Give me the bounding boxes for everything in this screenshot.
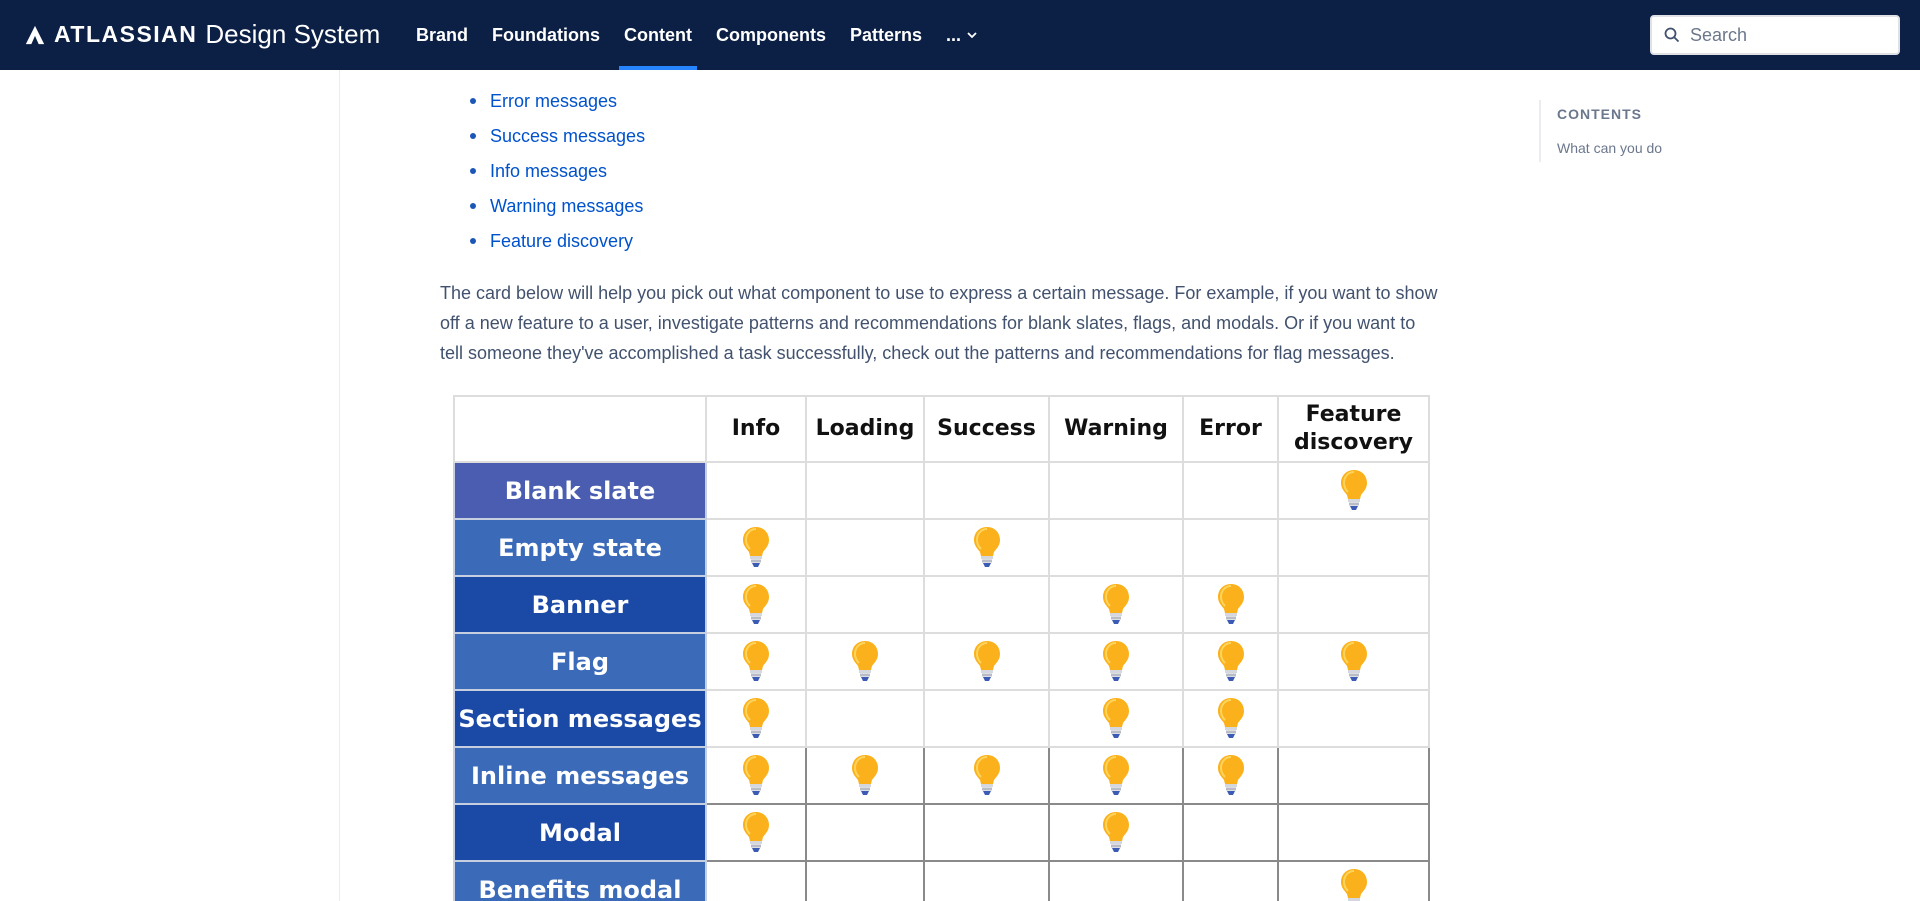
list-item: [440, 158, 645, 193]
matrix-cell: [924, 690, 1049, 747]
matrix-cell: [1049, 804, 1183, 861]
nav-more[interactable]: [934, 0, 990, 70]
matrix-cell: [806, 804, 924, 861]
toc-title: CONTENTS: [1557, 106, 1642, 122]
matrix-cell: [1049, 462, 1183, 519]
column-header: Loading: [806, 396, 924, 462]
matrix-corner: [454, 396, 706, 462]
matrix-cell: [1183, 633, 1278, 690]
link-feature-discovery[interactable]: Feature discovery: [490, 231, 634, 251]
matrix-cell: [706, 861, 806, 901]
matrix-cell: [924, 576, 1049, 633]
matrix-cell: [924, 804, 1049, 861]
matrix-cell: [1049, 861, 1183, 901]
matrix-cell: [1278, 576, 1429, 633]
link-error-messages[interactable]: Error messages: [490, 91, 618, 111]
list-item: [440, 123, 645, 158]
matrix-cell: [1183, 861, 1278, 901]
lightbulb-icon: [1339, 468, 1369, 514]
matrix-cell: [1183, 804, 1278, 861]
matrix-cell: [1278, 690, 1429, 747]
brand-name: ATLASSIAN: [54, 21, 198, 47]
matrix-cell: [1049, 576, 1183, 633]
matrix-cell: [806, 633, 924, 690]
lightbulb-icon: [850, 639, 880, 685]
nav-foundations[interactable]: [480, 0, 612, 70]
nav-content[interactable]: [612, 0, 704, 70]
list-item: [440, 88, 645, 123]
lightbulb-icon: [1216, 639, 1246, 685]
table-row: [454, 633, 1429, 690]
row-header: Modal: [454, 804, 706, 861]
matrix-cell: [1049, 633, 1183, 690]
nav-patterns[interactable]: [838, 0, 934, 70]
message-types-list: [440, 88, 645, 263]
main-nav: [404, 0, 990, 70]
lightbulb-icon: [1216, 753, 1246, 799]
lightbulb-icon: [1101, 582, 1131, 628]
nav-label: Content: [624, 24, 692, 45]
matrix-cell: [924, 633, 1049, 690]
matrix-cell: [806, 690, 924, 747]
lightbulb-icon: [1216, 582, 1246, 628]
lightbulb-icon: [741, 582, 771, 628]
matrix-cell: [806, 576, 924, 633]
matrix-cell: [806, 462, 924, 519]
matrix-cell: [1049, 519, 1183, 576]
table-row: [454, 519, 1429, 576]
matrix-cell: [706, 747, 806, 804]
message-component-matrix: [453, 395, 1430, 901]
lightbulb-icon: [1339, 639, 1369, 685]
matrix-cell: [706, 633, 806, 690]
matrix-cell: [1183, 690, 1278, 747]
matrix-cell: [706, 690, 806, 747]
matrix-cell: [1049, 747, 1183, 804]
nav-brand[interactable]: [404, 0, 480, 70]
lightbulb-icon: [1101, 753, 1131, 799]
search-box[interactable]: [1650, 15, 1900, 55]
nav-label: Brand: [416, 24, 469, 45]
table-of-contents: [1539, 100, 1662, 162]
matrix-cell: [924, 861, 1049, 901]
matrix-cell: [1183, 519, 1278, 576]
row-header: Banner: [454, 576, 706, 633]
table-row: [454, 462, 1429, 519]
nav-components[interactable]: [704, 0, 838, 70]
matrix-cell: [1278, 519, 1429, 576]
lightbulb-icon: [741, 639, 771, 685]
lightbulb-icon: [972, 525, 1002, 571]
matrix-cell: [924, 462, 1049, 519]
matrix-body: [454, 462, 1429, 901]
table-row: [454, 861, 1429, 901]
matrix-cell: [706, 576, 806, 633]
link-success-messages[interactable]: Success messages: [490, 126, 646, 146]
link-info-messages[interactable]: Info messages: [490, 161, 608, 181]
lightbulb-icon: [972, 753, 1002, 799]
matrix-cell: [1278, 804, 1429, 861]
matrix-cell: [1183, 462, 1278, 519]
row-header: Flag: [454, 633, 706, 690]
table-row: [454, 576, 1429, 633]
matrix-cell: [924, 519, 1049, 576]
row-header: Empty state: [454, 519, 706, 576]
search-icon: [1664, 27, 1680, 43]
toc-item[interactable]: What can you do: [1557, 140, 1663, 156]
nav-label: ...: [946, 24, 962, 45]
list-item: [440, 228, 645, 263]
matrix-cell: [806, 861, 924, 901]
lightbulb-icon: [741, 753, 771, 799]
row-header: Benefits modal: [454, 861, 706, 901]
matrix-cell: [1278, 861, 1429, 901]
row-header: Inline messages: [454, 747, 706, 804]
product-name: Design System: [205, 19, 381, 49]
column-header: Error: [1183, 396, 1278, 462]
lightbulb-icon: [1101, 810, 1131, 856]
nav-label: Patterns: [849, 24, 923, 45]
list-item: [440, 193, 645, 228]
sidebar-divider: [339, 70, 340, 901]
column-header: Warning: [1049, 396, 1183, 462]
link-warning-messages[interactable]: Warning messages: [490, 196, 644, 216]
matrix-cell: [806, 519, 924, 576]
top-navigation: [0, 0, 1920, 70]
matrix-cell: [924, 747, 1049, 804]
lightbulb-icon: [850, 753, 880, 799]
matrix-cell: [1183, 576, 1278, 633]
matrix-header-row: [454, 396, 1429, 462]
matrix-cell: [706, 804, 806, 861]
atlassian-logo-icon: [24, 24, 46, 46]
search-input[interactable]: [1690, 25, 1880, 46]
column-header: Success: [924, 396, 1049, 462]
matrix-cell: [1278, 747, 1429, 804]
lightbulb-icon: [1339, 867, 1369, 901]
table-row: [454, 747, 1429, 804]
matrix-cell: [806, 747, 924, 804]
intro-paragraph: The card below will help you pick out what component to use to express a certain message. For example, if you want to show off a new feature to a user, investigate patterns and recommendations for blank slates, flags, and modals. Or if you want to tell someone they've accomplished a task successfully, check out the patterns and recommendations for flag messages.: [440, 283, 1438, 363]
table-row: [454, 804, 1429, 861]
lightbulb-icon: [1101, 696, 1131, 742]
matrix-cell: [1278, 633, 1429, 690]
table-row: [454, 690, 1429, 747]
nav-label: Components: [715, 24, 826, 45]
nav-label: Foundations: [492, 24, 600, 45]
row-header: Blank slate: [454, 462, 706, 519]
lightbulb-icon: [1216, 696, 1246, 742]
lightbulb-icon: [741, 696, 771, 742]
lightbulb-icon: [741, 810, 771, 856]
lightbulb-icon: [972, 639, 1002, 685]
atlassian-logo[interactable]: [24, 19, 380, 50]
matrix-cell: [706, 519, 806, 576]
matrix-cell: [1278, 462, 1429, 519]
matrix-cell: [1183, 747, 1278, 804]
lightbulb-icon: [1101, 639, 1131, 685]
lightbulb-icon: [741, 525, 771, 571]
matrix-cell: [706, 462, 806, 519]
column-header: Info: [706, 396, 806, 462]
row-header: Section messages: [454, 690, 706, 747]
column-header: Feature discovery: [1278, 396, 1429, 462]
chevron-down-icon: [966, 29, 978, 41]
matrix-cell: [1049, 690, 1183, 747]
